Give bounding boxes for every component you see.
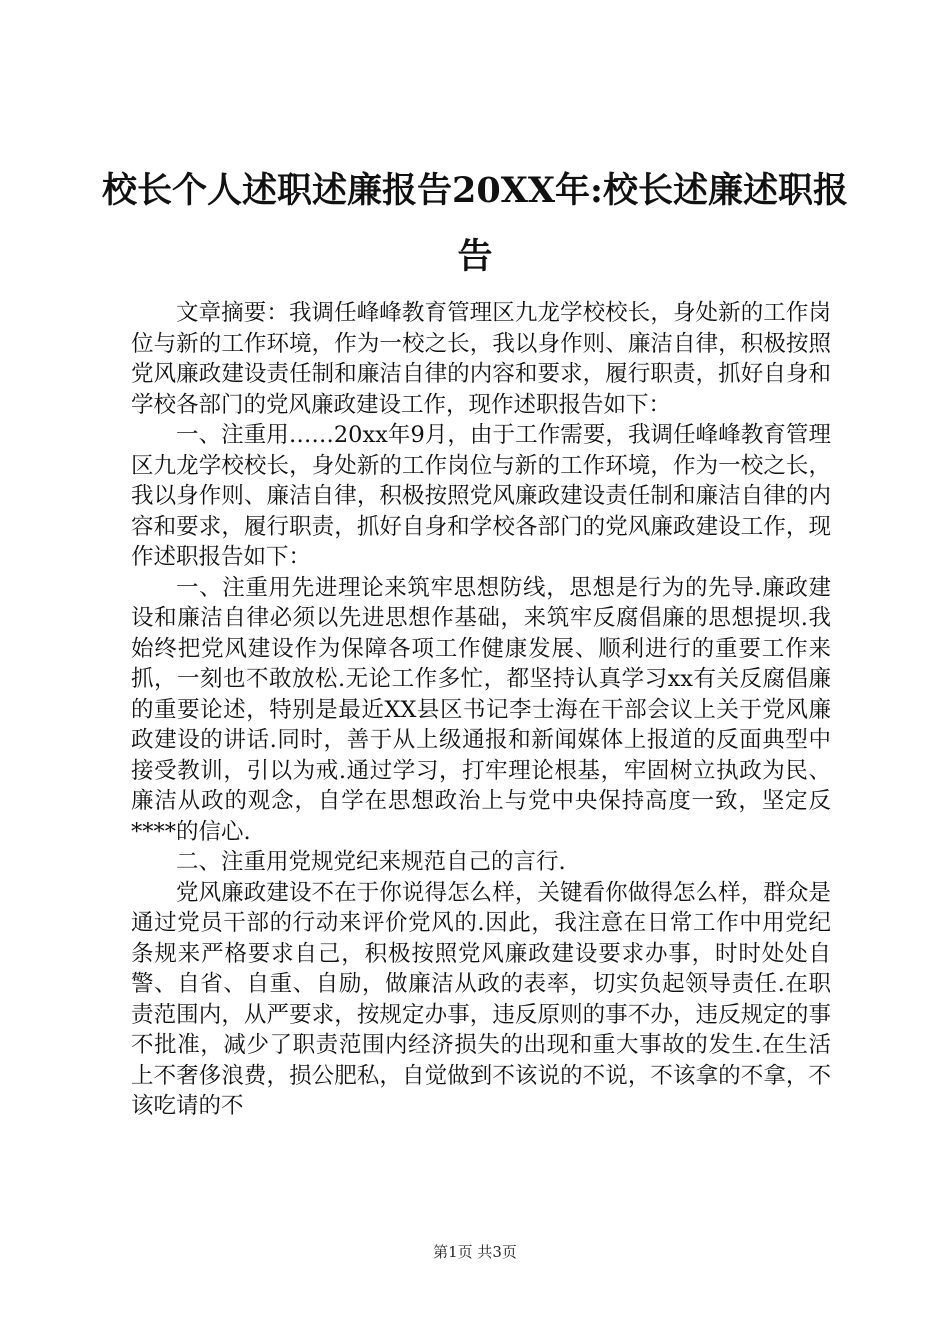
paragraph-section-one: 一、注重用先进理论来筑牢思想防线，思想是行为的先导.廉政建设和廉洁自律必须以先进思想作基础，来筑牢反腐倡廉的思想提坝.我始终把党风建设作为保障各项工作健康发展、顺利进行的重要工作来抓，一刻也不敢放松.无论工作多忙，都坚持认真学习xx有关反腐倡廉的重要论述，特别是最近XX县区书记李士海在干部会议上关于党风廉政建设的讲话.同时，善于从上级通报和新闻媒体上报道的反面典型中接受教训，引以为戒.通过学习，打牢理论根基，牢固树立执政为民、廉洁从政的观念，自学在思想政治上与党中央保持高度一致，坚定反****的信心.: [131, 574, 831, 845]
paragraph-section-two-body: 党风廉政建设不在于你说得怎么样，关键看你做得怎么样，群众是通过党员干部的行动来评价党风的.因此，我注意在日常工作中用党纪条规来严格要求自己，积极按照党风廉政建设要求办事，时时处处自警、自省、自重、自励，做廉洁从政的表率，切实负起领导责任.在职责范围内，从严要求，按规定办事，违反原则的事不办，违反规定的事不批准，减少了职责范围内经济损失的出现和重大事故的发生.在生活上不奢侈浪费，损公肥私，自觉做到不该说的不说，不该拿的不拿，不该吃请的不: [131, 879, 831, 1119]
document-title: 校长个人述职述廉报告20XX年:校长述廉述职报告: [102, 170, 848, 277]
page-footer: 第1页 共3页: [433, 1243, 517, 1261]
paragraph-intro: 一、注重用……20xx年9月，由于工作需要，我调任峰峰教育管理区九龙学校校长，身处新的工作岗位与新的工作环境，作为一校之长，我以身作则、廉洁自律，积极按照党风廉政建设责任制和廉洁自律的内容和要求，履行职责，抓好自身和学校各部门的党风廉政建设工作，现作述职报告如下：: [131, 422, 831, 570]
paragraph-section-two-heading: 二、注重用党规党纪来规范自己的言行.: [176, 849, 566, 875]
document-body: [131, 298, 831, 1122]
paragraph-abstract: 文章摘要：我调任峰峰教育管理区九龙学校校长，身处新的工作岗位与新的工作环境，作为一校之长，我以身作则、廉洁自律，积极按照党风廉政建设责任制和廉洁自律的内容和要求，履行职责，抓好自身和学校各部门的党风廉政建设工作，现作述职报告如下：: [131, 300, 831, 418]
